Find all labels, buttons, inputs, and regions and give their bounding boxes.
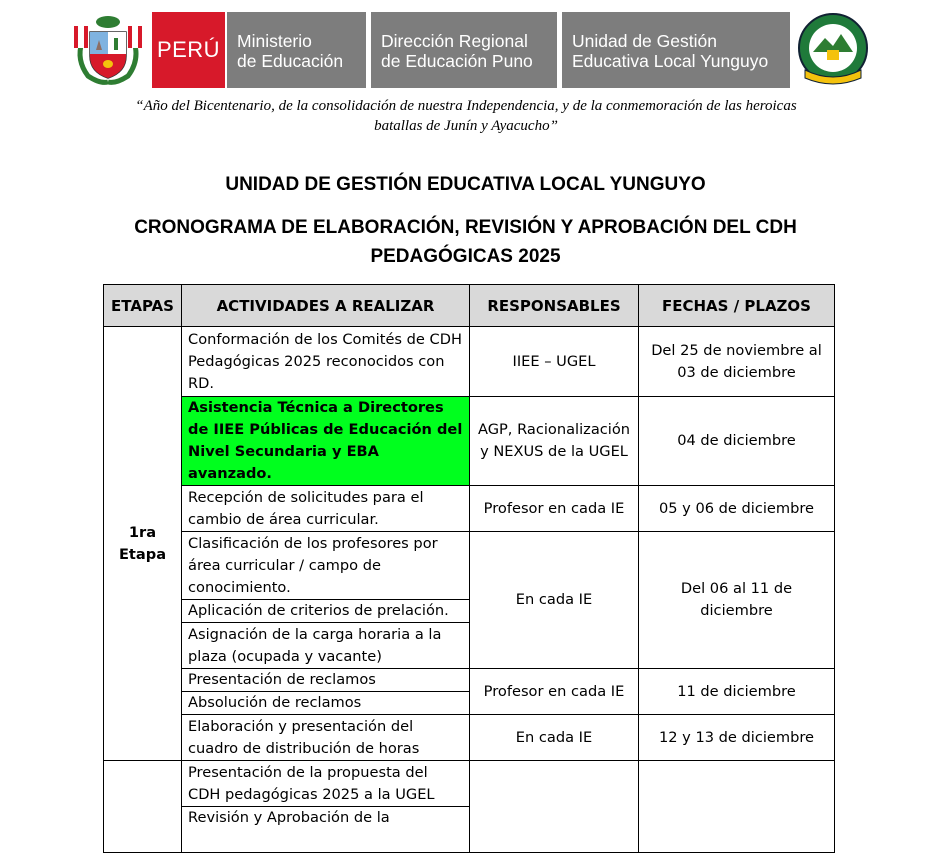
header-dates: FECHAS / PLAZOS	[639, 285, 835, 327]
activity-cell: Presentación de la propuesta del CDH pedagógicas 2025 a la UGEL	[182, 761, 470, 807]
ministry-line: Ministerio	[237, 31, 312, 51]
motto-line: batallas de Junín y Ayacucho”	[374, 118, 558, 134]
activity-cell: Elaboración y presentación del cuadro de distribución de horas	[182, 715, 470, 761]
schedule-table	[103, 284, 835, 853]
subtitle-line: PEDAGÓGICAS 2025	[370, 246, 561, 267]
dates-cell: 11 de diciembre	[639, 669, 835, 715]
activity-cell: Revisión y Aprobación de la	[182, 807, 470, 853]
responsible-cell: En cada IE	[470, 715, 639, 761]
stage-cell: 1ra Etapa	[104, 327, 182, 761]
dates-cell: 12 y 13 de diciembre	[639, 715, 835, 761]
activity-cell: Asignación de la carga horaria a la plaza (ocupada y vacante)	[182, 623, 470, 669]
responsible-cell: Profesor en cada IE	[470, 486, 639, 532]
document-subtitle	[100, 213, 831, 271]
peru-coat-of-arms-icon	[70, 12, 146, 88]
header-stages: ETAPAS	[104, 285, 182, 327]
ministry-line: de Educación	[237, 51, 344, 71]
dates-cell-empty	[639, 761, 835, 853]
header-activities: ACTIVIDADES A REALIZAR	[182, 285, 470, 327]
dre-line: Dirección Regional	[381, 31, 528, 51]
activity-cell-highlighted: Asistencia Técnica a Directores de IIEE Públicas de Educación del Nivel Secundaria y EBA avanzado.	[182, 397, 470, 486]
document-title: UNIDAD DE GESTIÓN EDUCATIVA LOCAL YUNGUYO	[225, 174, 706, 195]
dates-cell: Del 06 al 11 de diciembre	[639, 532, 835, 669]
activity-cell: Presentación de reclamos	[182, 669, 470, 692]
activity-cell: Clasificación de los profesores por área curricular / campo de conocimiento.	[182, 532, 470, 600]
dates-cell: 05 y 06 de diciembre	[639, 486, 835, 532]
ministry-box	[227, 12, 366, 88]
dre-line: de Educación Puno	[381, 51, 533, 71]
activity-cell: Aplicación de criterios de prelación.	[182, 600, 470, 623]
table-row	[104, 486, 835, 532]
table-row	[104, 327, 835, 397]
dates-cell: 04 de diciembre	[639, 397, 835, 486]
ugel-box	[562, 12, 790, 88]
ugel-line: Unidad de Gestión	[572, 31, 717, 51]
subtitle-line: CRONOGRAMA DE ELABORACIÓN, REVISIÓN Y APROBACIÓN DEL CDH	[134, 217, 797, 238]
table-row	[104, 715, 835, 761]
table-row	[104, 761, 835, 807]
motto-of-year	[60, 96, 872, 136]
responsible-cell: AGP, Racionalización y NEXUS de la UGEL	[470, 397, 639, 486]
motto-line: “Año del Bicentenario, de la consolidación de nuestra Independencia, y de la conmemoración de las heroicas	[135, 98, 797, 114]
responsible-cell: IIEE – UGEL	[470, 327, 639, 397]
stage-cell-empty	[104, 761, 182, 853]
dre-box	[371, 12, 557, 88]
table-row	[104, 532, 835, 600]
responsible-cell: Profesor en cada IE	[470, 669, 639, 715]
responsible-cell: En cada IE	[470, 532, 639, 669]
ugel-line: Educativa Local Yunguyo	[572, 51, 769, 71]
activity-cell: Recepción de solicitudes para el cambio de área curricular.	[182, 486, 470, 532]
table-header-row	[104, 285, 835, 327]
activity-cell: Conformación de los Comités de CDH Pedagógicas 2025 reconocidos con RD.	[182, 327, 470, 397]
table-row	[104, 669, 835, 692]
activity-cell: Absolución de reclamos	[182, 692, 470, 715]
responsible-cell-empty	[470, 761, 639, 853]
table-row	[104, 397, 835, 486]
ugel-yunguyo-logo-icon	[795, 12, 871, 88]
header-responsibles: RESPONSABLES	[470, 285, 639, 327]
peru-label: PERÚ	[152, 12, 225, 88]
dates-cell: Del 25 de noviembre al 03 de diciembre	[639, 327, 835, 397]
